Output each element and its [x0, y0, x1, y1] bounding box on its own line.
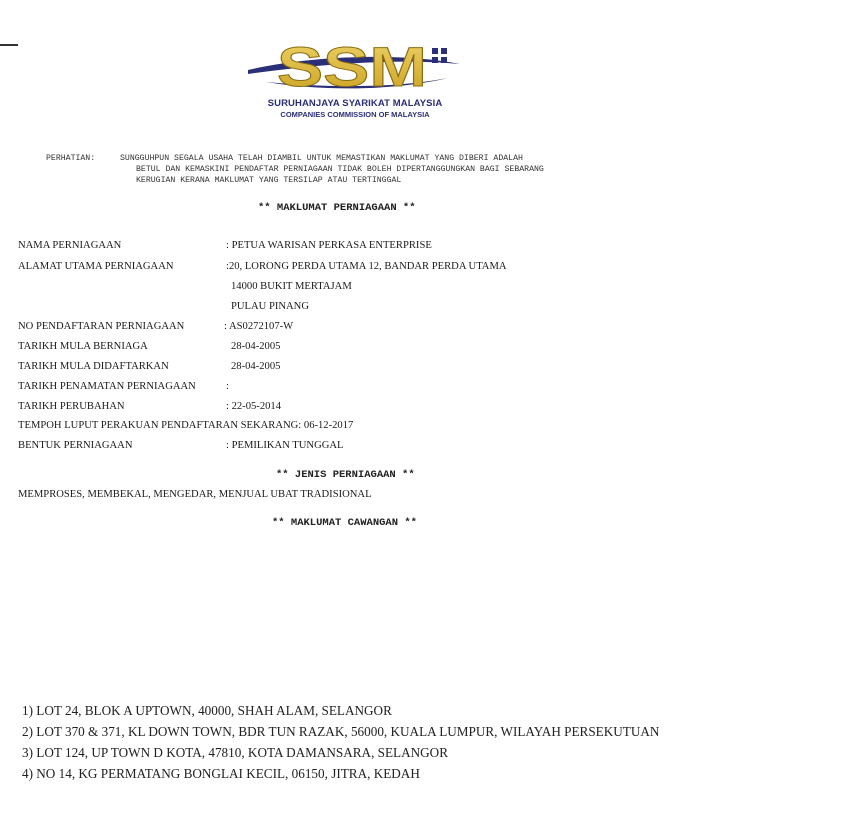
field-label-perubahan: TARIKH PERUBAHAN	[18, 401, 125, 412]
field-value-bentuk: : PEMILIKAN TUNGGAL	[226, 440, 344, 451]
field-value-mula-daftar: 28-04-2005	[231, 361, 281, 372]
field-value-penamatan: :	[226, 381, 229, 392]
notice-line: BETUL DAN KEMASKINI PENDAFTAR PERNIAGAAN TIDAK BOLEH DIPERTANGGUNGKAN BAGI SEBARANG	[136, 165, 544, 174]
ssm-logo	[248, 38, 460, 98]
org-subtitle: COMPANIES COMMISSION OF MALAYSIA	[280, 110, 430, 119]
field-value-perubahan: : 22-05-2014	[226, 401, 282, 412]
field-label-bentuk: BENTUK PERNIAGAAN	[18, 440, 133, 451]
field-value-no-daftar: : AS0272107-W	[224, 321, 294, 332]
branch-item: 1) LOT 24, BLOK A UPTOWN, 40000, SHAH ALAM, SELANGOR	[22, 703, 392, 718]
field-tempoh: TEMPOH LUPUT PERAKUAN PENDAFTARAN SEKARANG: 06-12-2017	[18, 420, 354, 431]
section-heading-maklumat: ** MAKLUMAT PERNIAGAAN **	[258, 202, 416, 214]
notice-label: PERHATIAN:	[46, 154, 96, 163]
edge-mark	[0, 44, 18, 46]
field-label-penamatan: TARIKH PENAMATAN PERNIAGAAN	[18, 381, 196, 392]
section-heading-cawangan: ** MAKLUMAT CAWANGAN **	[272, 517, 417, 529]
field-value-mula-berniaga: 28-04-2005	[231, 341, 281, 352]
branch-item: 2) LOT 370 & 371, KL DOWN TOWN, BDR TUN RAZAK, 56000, KUALA LUMPUR, WILAYAH PERSEKUTUAN	[22, 724, 660, 739]
field-value-alamat-1: :20, LORONG PERDA UTAMA 12, BANDAR PERDA UTAMA	[226, 261, 507, 272]
jenis-perniagaan-text: MEMPROSES, MEMBEKAL, MENGEDAR, MENJUAL UBAT TRADISIONAL	[18, 489, 372, 500]
field-value-alamat-2: 14000 BUKIT MERTAJAM	[231, 281, 352, 292]
branch-item: 4) NO 14, KG PERMATANG BONGLAI KECIL, 06150, JITRA, KEDAH	[22, 766, 420, 781]
field-label-no-daftar: NO PENDAFTARAN PERNIAGAAN	[18, 321, 185, 332]
org-name: SURUHANJAYA SYARIKAT MALAYSIA	[267, 98, 443, 109]
field-label-nama: NAMA PERNIAGAAN	[18, 240, 122, 251]
field-value-nama: : PETUA WARISAN PERKASA ENTERPRISE	[226, 240, 432, 251]
notice-line: KERUGIAN KERANA MAKLUMAT YANG TERSILAP ATAU TERTINGGAL	[136, 176, 402, 185]
notice-line: SUNGGUHPUN SEGALA USAHA TELAH DIAMBIL UNTUK MEMASTIKAN MAKLUMAT YANG DIBERI ADALAH	[120, 154, 523, 163]
field-label-alamat: ALAMAT UTAMA PERNIAGAAN	[18, 261, 174, 272]
branch-item: 3) LOT 124, UP TOWN D KOTA, 47810, KOTA DAMANSARA, SELANGOR	[22, 745, 448, 760]
logo-text: SSM	[277, 38, 427, 98]
section-heading-jenis: ** JENIS PERNIAGAAN **	[276, 469, 415, 481]
field-value-alamat-3: PULAU PINANG	[231, 301, 309, 312]
field-label-mula-berniaga: TARIKH MULA BERNIAGA	[18, 341, 148, 352]
field-label-mula-daftar: TARIKH MULA DIDAFTARKAN	[18, 361, 169, 372]
